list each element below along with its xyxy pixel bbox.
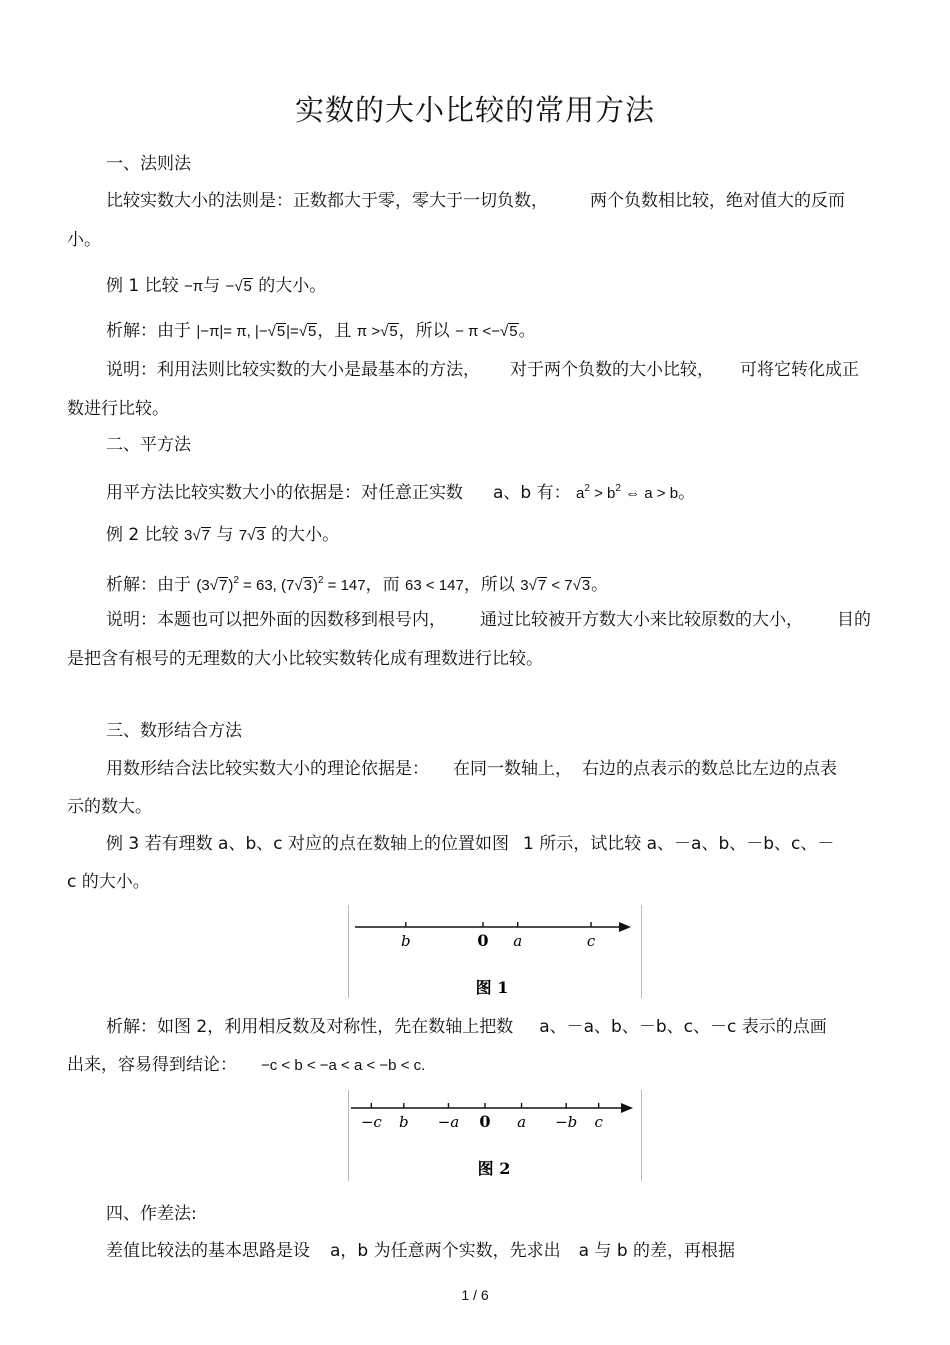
- math-expression: 3√7 < 7√3: [520, 577, 591, 594]
- section-heading: 三、数形结合方法: [106, 721, 242, 741]
- figure-1: [348, 905, 642, 998]
- text-run: 例 3 若有理数 a、b、c 对应的点在数轴上的位置如图: [106, 834, 509, 854]
- paragraph-line: [106, 359, 859, 381]
- figure-caption: 图 1: [475, 978, 509, 997]
- radicand: 7: [201, 527, 210, 544]
- axis-point-label: b: [398, 1113, 409, 1131]
- text-run: a 与 b 的差，再根据: [578, 1241, 736, 1261]
- paragraph-line: [106, 478, 695, 505]
- text-run: 与: [216, 525, 234, 545]
- text-run: 的大小。: [271, 525, 340, 545]
- math-expression: −c < b < −a < a < −b < c.: [261, 1057, 426, 1074]
- math-expression: |−π|= π, |−: [196, 323, 268, 340]
- radicand: 5: [389, 323, 398, 340]
- text-run: a、－a、b、－b、c、－c 表示的点画: [539, 1017, 827, 1037]
- text-run: 1 所示，试比较 a、－a、b、－b、c、－: [523, 834, 835, 854]
- figure-2: [348, 1090, 642, 1181]
- text-run: ，所以: [463, 575, 515, 595]
- text-run: 用平方法比较实数大小的依据是：对任意正实数: [106, 483, 463, 503]
- solution-line: 析解：由于 |−π|= π, |−√5|=√5，且 π >√5，所以 − π <−√5。: [106, 321, 536, 341]
- axis-point-label: −c: [360, 1113, 382, 1131]
- text-run: a，b 为任意两个实数，先求出: [330, 1241, 561, 1261]
- text-run: 。: [518, 321, 536, 341]
- text-run: 的大小。: [258, 276, 327, 296]
- text-run: ，且: [317, 321, 352, 341]
- number-line-2: [349, 1090, 639, 1181]
- text-run: 析解：由于: [106, 321, 191, 341]
- text-run: 与: [203, 276, 221, 296]
- math-expression: − π <−: [455, 323, 501, 340]
- paragraph-line: [106, 1240, 735, 1262]
- radicand: 5: [243, 278, 252, 295]
- text-run: 两个负数相比较，绝对值大的反而: [590, 191, 845, 211]
- math-expression: $a^2 > b^2$ ⇔ a > b: [576, 483, 679, 502]
- radicand: 5: [276, 323, 286, 340]
- example-line: 例 1 比较 −π与 −√5 的大小。: [106, 276, 327, 296]
- text-run: 。: [591, 575, 609, 595]
- axis-point-label: −a: [437, 1113, 460, 1131]
- text-run: ，所以: [398, 321, 450, 341]
- text-run: 在同一数轴上，: [453, 759, 572, 779]
- number-line-1: [349, 905, 639, 998]
- text-run: 比较实数大小的法则是：正数都大于零，零大于一切负数，: [106, 191, 548, 211]
- text-run: 通过比较被开方数大小来比较原数的大小，: [480, 610, 803, 630]
- text-run: 对于两个负数的大小比较，: [510, 360, 714, 380]
- axis-point-label: b: [400, 932, 411, 950]
- math-expression: 63 < 147: [405, 577, 464, 594]
- axis-point-label: 0: [479, 1112, 491, 1131]
- text-run: 说明：利用法则比较实数的大小是最基本的方法，: [106, 360, 480, 380]
- figure-caption: 图 2: [477, 1159, 511, 1178]
- radicand: 5: [308, 323, 317, 340]
- axis-point-label: c: [594, 1113, 603, 1131]
- axis-point-label: a: [517, 1113, 527, 1131]
- text-run: 差值比较法的基本思路是设: [106, 1241, 310, 1261]
- math-expression: −: [225, 278, 235, 295]
- axis-point-label: 0: [477, 931, 489, 950]
- section-heading: 二、平方法: [106, 435, 191, 455]
- text-run: 可将它转化成正: [740, 360, 859, 380]
- paragraph-line: [67, 1054, 425, 1077]
- text-run: 说明：本题也可以把外面的因数移到根号内，: [106, 610, 446, 630]
- paragraph-line: 是把含有根号的无理数的大小比较实数转化成有理数进行比较。: [67, 649, 543, 669]
- paragraph-line: [106, 190, 845, 212]
- text-run: ，而: [365, 575, 400, 595]
- math-expression: 3: [184, 527, 193, 544]
- radicand: 3: [256, 527, 265, 544]
- text-run: a、b 有：: [493, 483, 571, 503]
- paragraph-line: [106, 758, 837, 780]
- paragraph-line: 小。: [67, 230, 101, 250]
- text-run: 析解：如图 2，利用相反数及对称性，先在数轴上把数: [106, 1017, 514, 1037]
- page-number: 1 / 6: [461, 1287, 489, 1303]
- section-heading: 四、作差法:: [106, 1204, 197, 1224]
- axis-point-label: a: [513, 932, 523, 950]
- example-line: 例 2 比较 3√7 与 7√3 的大小。: [106, 525, 340, 545]
- paragraph-line: [106, 609, 871, 631]
- page-title: 实数的大小比较的常用方法: [294, 93, 655, 127]
- math-expression: π >: [356, 323, 381, 340]
- solution-line: [106, 570, 608, 597]
- text-run: 用数形结合法比较实数大小的理论依据是：: [106, 759, 429, 779]
- paragraph-line: c 的大小。: [67, 872, 150, 892]
- math-expression: 7: [238, 527, 248, 544]
- text-run: 例 2 比较: [106, 525, 179, 545]
- text-run: 出来，容易得到结论：: [67, 1055, 237, 1075]
- section-heading: 一、法则法: [106, 154, 191, 174]
- text-run: 目的: [837, 610, 871, 630]
- paragraph-line: 数进行比较。: [67, 399, 169, 419]
- paragraph-line: 示的数大。: [67, 797, 152, 817]
- axis-point-label: c: [586, 932, 596, 950]
- math-expression: |=: [286, 323, 299, 340]
- radicand: 5: [509, 323, 518, 340]
- solution-line: [106, 1016, 827, 1038]
- example-line: [106, 833, 834, 855]
- math-expression: −π: [184, 278, 204, 295]
- axis-point-label: −b: [555, 1113, 578, 1131]
- text-run: 右边的点表示的数总比左边的点表: [582, 759, 837, 779]
- text-run: 例 1 比较: [106, 276, 179, 296]
- math-expression: $(3√7)^2 = 63$, $(7√3)^2 = 147$: [196, 575, 366, 594]
- text-run: 。: [678, 483, 696, 503]
- text-run: 析解：由于: [106, 575, 191, 595]
